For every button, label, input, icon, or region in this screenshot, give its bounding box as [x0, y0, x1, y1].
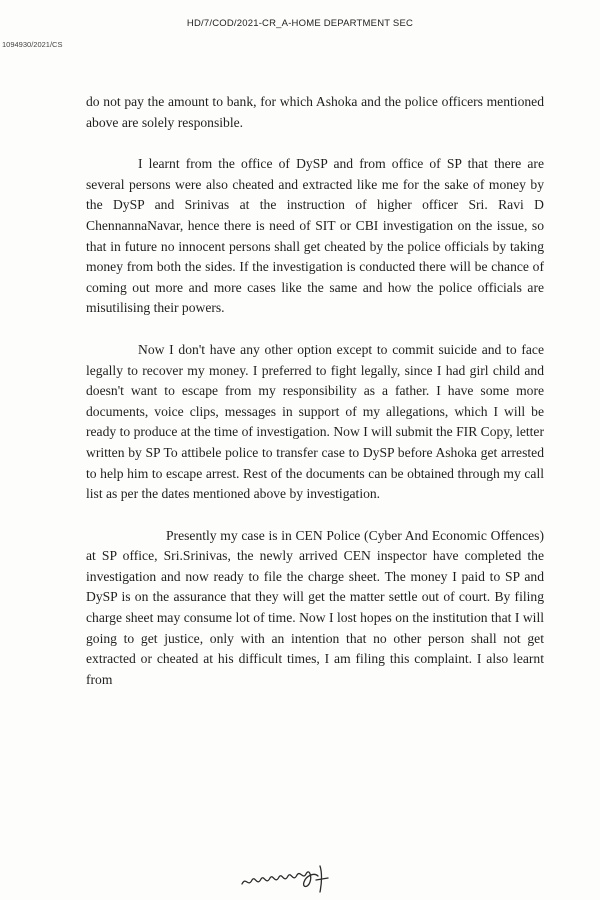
handwritten-signature [236, 858, 336, 898]
paragraph-2: I learnt from the office of DySP and from office of SP that there are several persons were also cheated and extracted like me for the sake of money by the DySP and Srinivas at the instruction of higher officer Sri. Ravi D ChennannaNavar, hence there is need of SIT or CBI investigation on the issue, so that in future no innocent persons shall get cheated by the police officials by taking money from both the sides. If the investigation is conducted there will be chance of coming out more and more cases like the same and how the police officials are misutilising their powers. [86, 156, 544, 316]
document-side-reference: 1094930/2021/CS [2, 40, 63, 49]
letter-body [86, 92, 544, 711]
document-header: HD/7/COD/2021-CR_A-HOME DEPARTMENT SEC [186, 18, 414, 29]
paragraph-4: Presently my case is in CEN Police (Cyber And Economic Offences) at SP office, Sri.Srinivas, the newly arrived CEN inspector have completed the investigation and now ready to file the charge sheet. The money I paid to SP and DySP is on the assurance that they will get the matter settle out of court. By filing charge sheet may consume lot of time. Now I lost hopes on the institution that I will going to get justice, only with an intention that no other person shall not get extracted or cheated at his difficult times, I am filing this complaint. I also learnt from [86, 527, 544, 687]
paragraph-3: Now I don't have any other option except to commit suicide and to face legally to recover my money. I preferred to fight legally, since I had girl child and doesn't want to escape from my responsibility as a father. I have some more documents, voice clips, messages in support of my allegations, which I will be ready to produce at the time of investigation. Now I will submit the FIR Copy, letter written by SP To attibele police to transfer case to DySP before Ashoka get arrested to help him to escape arrest. Rest of the documents can be obtained through my call list as per the dates mentioned above by investigation. [86, 341, 544, 502]
paragraph-1: do not pay the amount to bank, for which Ashoka and the police officers mentioned above are solely responsible. [86, 94, 544, 130]
